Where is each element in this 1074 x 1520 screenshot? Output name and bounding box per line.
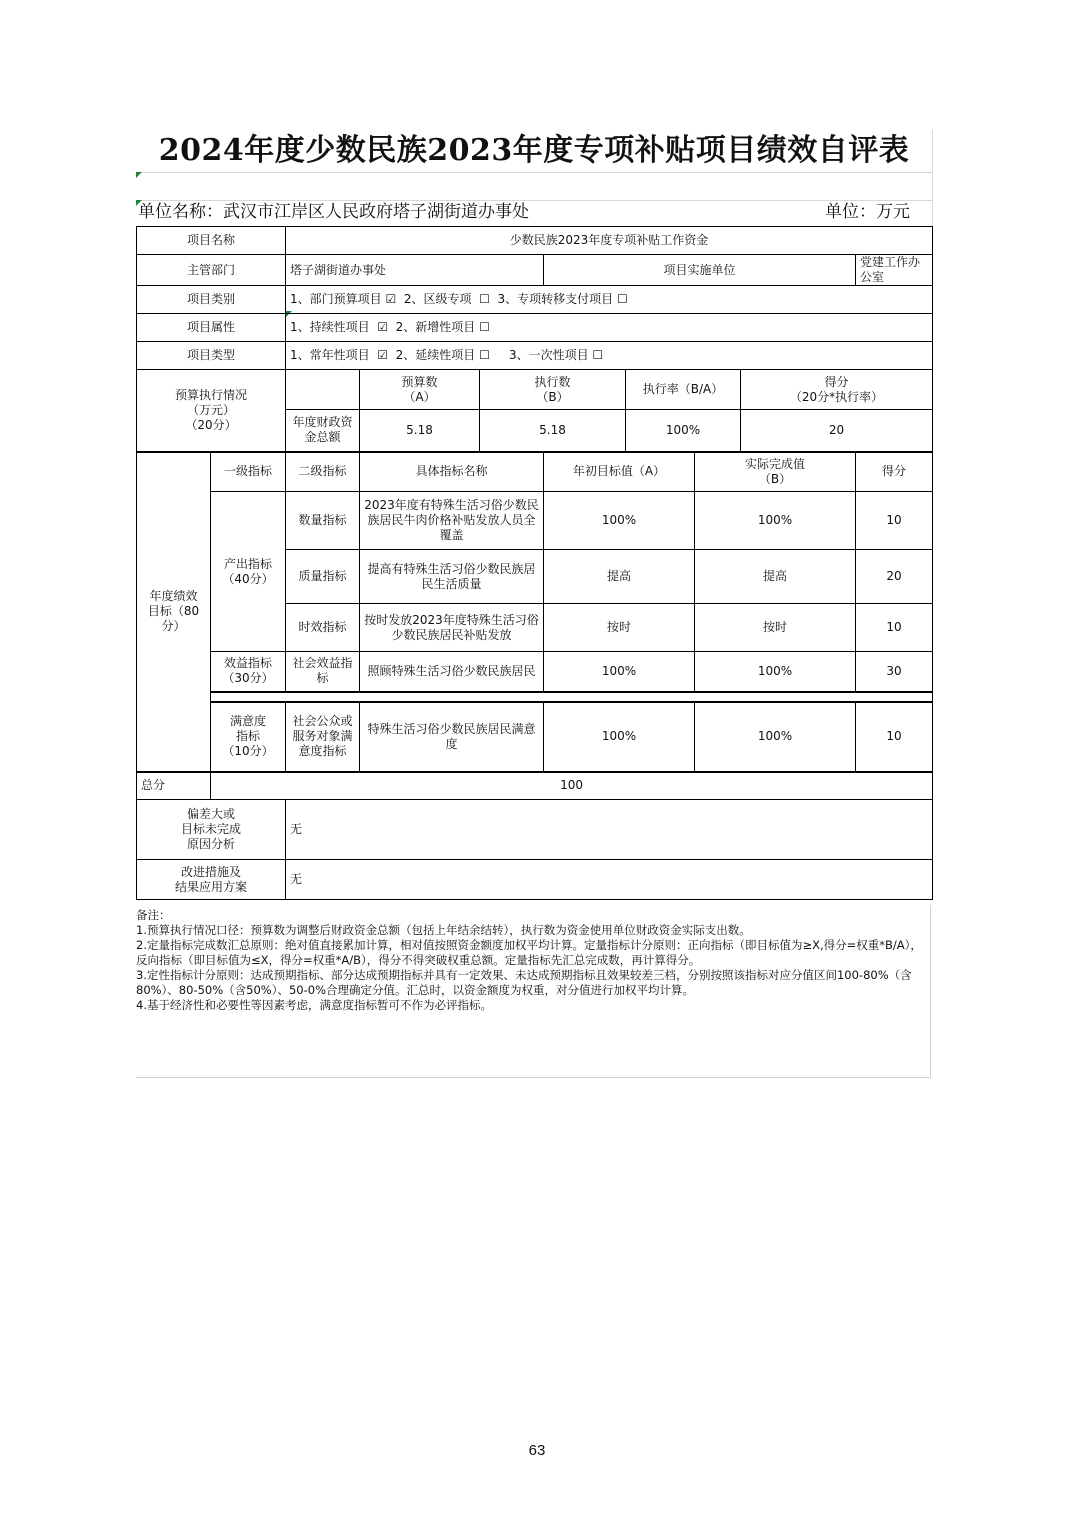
cell-marker-icon (136, 172, 142, 178)
row-name: 2023年度有特殊生活习俗少数民族居民牛肉价格补贴发放人员全覆盖 (360, 492, 544, 550)
project-name-value: 少数民族2023年度专项补贴工作资金 (286, 227, 933, 255)
goal-label: 年度绩效目标（80分） (137, 452, 211, 772)
note-item: 3.定性指标计分原则：达成预期指标、部分达成预期指标并具有一定效果、未达成预期指标且效果较差三档，分别按照该指标对应分值区间100-80%（含80%）、80-50%（含50%）、50-0%合理确定分值。汇总时，以资金额度为权重，对分值进行加权平均计算。 (136, 968, 912, 997)
row-score: 10 (856, 604, 933, 652)
unit-label: 单位：万元 (825, 202, 910, 222)
budget-col-a: 预算数 （A） (360, 370, 480, 410)
row-actual: 100% (695, 492, 856, 550)
budget-row-label: 年度财政资金总额 (286, 410, 360, 452)
header-lv1: 一级指标 (211, 452, 286, 492)
header-score: 得分 (856, 452, 933, 492)
dept-label: 主管部门 (137, 255, 286, 286)
budget-score: 20 (741, 410, 933, 452)
row-name: 照顾特殊生活习俗少数民族居民 (360, 652, 544, 692)
improve-label: 改进措施及 结果应用方案 (137, 860, 286, 900)
budget-blank (286, 370, 360, 410)
row-actual: 100% (695, 702, 856, 772)
deviation-value: 无 (286, 800, 933, 860)
total-label: 总分 (137, 772, 211, 800)
deviation-label: 偏差大或 目标未完成 原因分析 (137, 800, 286, 860)
row-target: 100% (544, 652, 695, 692)
impl-value: 党建工作办公室 (856, 255, 933, 286)
row-target: 按时 (544, 604, 695, 652)
budget-b: 5.18 (480, 410, 626, 452)
row-lv2: 数量指标 (286, 492, 360, 550)
gap-row (211, 692, 933, 702)
attr-label: 项目属性 (137, 314, 286, 342)
attr-value: 1、持续性项目 ☑ 2、新增性项目 ☐ (286, 314, 933, 342)
row-actual: 100% (695, 652, 856, 692)
row-name: 特殊生活习俗少数民族居民满意度 (360, 702, 544, 772)
budget-col-b: 执行数 （B） (480, 370, 626, 410)
note-item: 1.预算执行情况口径：预算数为调整后财政资金总额（包括上年结余结转），执行数为资金使用单位财政资金实际支出数。 (136, 923, 751, 937)
row-target: 提高 (544, 550, 695, 604)
row-name: 按时发放2023年度特殊生活习俗少数民族居民补贴发放 (360, 604, 544, 652)
impl-label: 项目实施单位 (544, 255, 856, 286)
note-item: 4.基于经济性和必要性等因素考虑，满意度指标暂可不作为必评指标。 (136, 998, 492, 1012)
notes (136, 908, 930, 1013)
header-actual: 实际完成值 （B） (695, 452, 856, 492)
output-label: 产出指标（40分） (211, 492, 286, 652)
satis-label: 满意度 指标 （10分） (211, 702, 286, 772)
improve-value: 无 (286, 860, 933, 900)
note-item: 2.定量指标完成数汇总原则：绝对值直接累加计算，相对值按照资金额度加权平均计算。定量指标计分原则：正向指标（即目标值为≥X,得分=权重*B/A），反向指标（即目标值为≤X，得分=权重*A/B），得分不得突破权重总额。定量指标先汇总完成数，再计算得分。 (136, 938, 922, 967)
page-number: 63 (528, 1442, 546, 1459)
type-value: 1、常年性项目 ☑ 2、延续性项目 ☐ 3、一次性项目 ☐ (286, 342, 933, 370)
budget-label: 预算执行情况 （万元） （20分） (137, 370, 286, 452)
category-label: 项目类别 (137, 286, 286, 314)
row-score: 10 (856, 702, 933, 772)
header-name: 具体指标名称 (360, 452, 544, 492)
header-lv2: 二级指标 (286, 452, 360, 492)
row-target: 100% (544, 492, 695, 550)
budget-col-score: 得分 （20分*执行率） (741, 370, 933, 410)
row-name: 提高有特殊生活习俗少数民族居民生活质量 (360, 550, 544, 604)
row-lv2: 质量指标 (286, 550, 360, 604)
benefit-label: 效益指标（30分） (211, 652, 286, 692)
row-lv2: 时效指标 (286, 604, 360, 652)
dept-value: 塔子湖街道办事处 (286, 255, 544, 286)
row-actual: 按时 (695, 604, 856, 652)
row-score: 20 (856, 550, 933, 604)
header-target: 年初目标值（A） (544, 452, 695, 492)
unit-name: 单位名称：武汉市江岸区人民政府塔子湖街道办事处 (138, 202, 529, 222)
page-title: 2024年度少数民族2023年度专项补贴项目绩效自评表 (158, 133, 910, 168)
budget-rate: 100% (626, 410, 741, 452)
category-value: 1、部门预算项目 ☑ 2、区级专项 ☐ 3、专项转移支付项目 ☐ (286, 286, 933, 314)
row-actual: 提高 (695, 550, 856, 604)
row-score: 30 (856, 652, 933, 692)
row-score: 10 (856, 492, 933, 550)
unit-line (136, 200, 932, 224)
budget-col-rate: 执行率（B/A） (626, 370, 741, 410)
row-target: 100% (544, 702, 695, 772)
row-lv2: 社会公众或服务对象满意度指标 (286, 702, 360, 772)
type-label: 项目类型 (137, 342, 286, 370)
row-lv2: 社会效益指标 (286, 652, 360, 692)
project-name-label: 项目名称 (137, 227, 286, 255)
notes-heading: 备注： (136, 908, 171, 922)
total-value: 100 (211, 772, 933, 800)
budget-a: 5.18 (360, 410, 480, 452)
evaluation-table (136, 226, 933, 900)
